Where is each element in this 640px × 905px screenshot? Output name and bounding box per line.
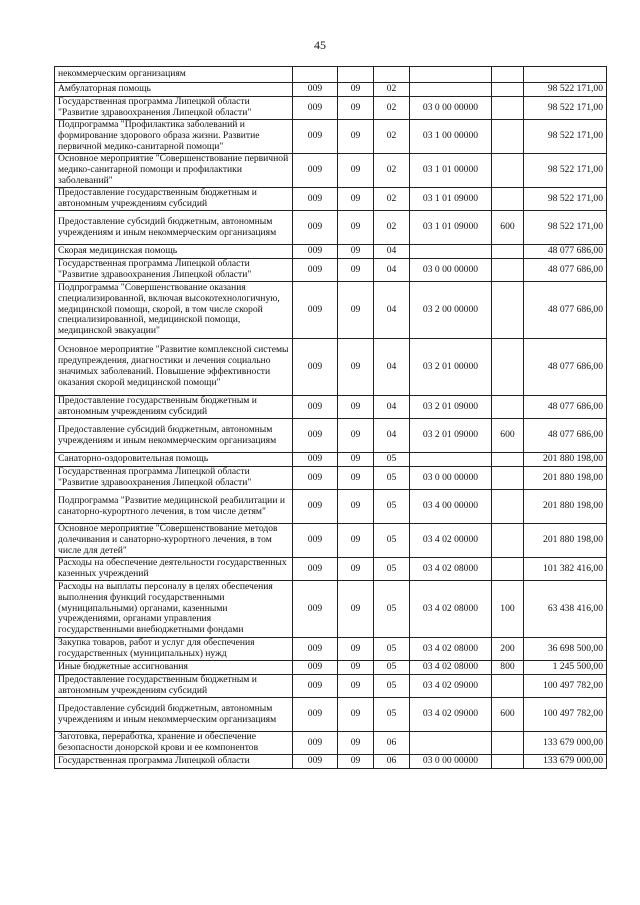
expense-type-code-cell: 100 (492, 581, 524, 638)
ministry-code-cell: 009 (293, 83, 338, 97)
amount-cell: 48 077 686,00 (524, 419, 607, 453)
item-name-cell: Санаторно-оздоровительная помощь (55, 453, 293, 467)
expense-type-code-cell (492, 453, 524, 467)
subsection-code-cell: 04 (374, 245, 410, 259)
target-item-code-cell (410, 67, 492, 83)
table-row (55, 339, 607, 396)
item-name-cell: Государственная программа Липецкой области "Развитие здравоохранения Липецкой области" (55, 97, 293, 120)
subsection-code-cell: 04 (374, 259, 410, 282)
amount-cell: 133 679 000,00 (524, 755, 607, 769)
table-row (55, 661, 607, 675)
ministry-code-cell: 009 (293, 188, 338, 211)
section-code-cell: 09 (338, 83, 374, 97)
expense-type-code-cell (492, 120, 524, 154)
table-row (55, 524, 607, 558)
ministry-code-cell: 009 (293, 581, 338, 638)
amount-cell: 98 522 171,00 (524, 188, 607, 211)
item-name-cell: Предоставление государственным бюджетным и автономным учреждениям субсидий (55, 188, 293, 211)
subsection-code-cell: 02 (374, 188, 410, 211)
ministry-code-cell: 009 (293, 661, 338, 675)
expense-type-code-cell (492, 83, 524, 97)
target-item-code-cell: 03 2 00 00000 (410, 282, 492, 339)
target-item-code-cell: 03 0 00 00000 (410, 467, 492, 490)
target-item-code-cell: 03 2 01 09000 (410, 419, 492, 453)
table-row (55, 97, 607, 120)
amount-cell: 201 880 198,00 (524, 467, 607, 490)
target-item-code-cell: 03 1 01 00000 (410, 154, 492, 188)
table-row (55, 698, 607, 732)
expense-type-code-cell (492, 396, 524, 419)
expense-type-code-cell (492, 245, 524, 259)
ministry-code-cell: 009 (293, 755, 338, 769)
subsection-code-cell: 05 (374, 490, 410, 524)
subsection-code-cell: 02 (374, 211, 410, 245)
item-name-cell: Предоставление субсидий бюджетным, автономным учреждениям и иным некоммерческим организациям (55, 419, 293, 453)
subsection-code-cell: 05 (374, 698, 410, 732)
item-name-cell: Подпрограмма "Развитие медицинской реабилитации и санаторно-курортного лечения, в том числе детям" (55, 490, 293, 524)
item-name-cell: Закупка товаров, работ и услуг для обеспечения государственных (муниципальных) нужд (55, 638, 293, 661)
table-row (55, 67, 607, 83)
amount-cell: 1 245 500,00 (524, 661, 607, 675)
subsection-code-cell: 06 (374, 732, 410, 755)
item-name-cell: Амбулаторная помощь (55, 83, 293, 97)
table-row (55, 467, 607, 490)
subsection-code-cell: 04 (374, 339, 410, 396)
expense-type-code-cell (492, 524, 524, 558)
section-code-cell: 09 (338, 419, 374, 453)
target-item-code-cell (410, 83, 492, 97)
expense-type-code-cell (492, 467, 524, 490)
budget-table-body (55, 67, 607, 769)
ministry-code-cell: 009 (293, 524, 338, 558)
ministry-code-cell: 009 (293, 120, 338, 154)
amount-cell: 48 077 686,00 (524, 396, 607, 419)
table-row (55, 453, 607, 467)
table-row (55, 211, 607, 245)
amount-cell: 48 077 686,00 (524, 339, 607, 396)
section-code-cell: 09 (338, 558, 374, 581)
expense-type-code-cell: 600 (492, 698, 524, 732)
expense-type-code-cell (492, 188, 524, 211)
ministry-code-cell: 009 (293, 97, 338, 120)
table-row (55, 675, 607, 698)
table-row (55, 732, 607, 755)
expense-type-code-cell (492, 675, 524, 698)
expense-type-code-cell: 600 (492, 419, 524, 453)
item-name-cell: Государственная программа Липецкой области "Развитие здравоохранения Липецкой области" (55, 467, 293, 490)
target-item-code-cell (410, 732, 492, 755)
ministry-code-cell: 009 (293, 558, 338, 581)
subsection-code-cell: 05 (374, 661, 410, 675)
expense-type-code-cell: 200 (492, 638, 524, 661)
section-code-cell: 09 (338, 755, 374, 769)
ministry-code-cell: 009 (293, 211, 338, 245)
item-name-cell: Основное мероприятие "Совершенствование методов долечивания и санаторно-курортного лечения, в том числе для детей" (55, 524, 293, 558)
amount-cell: 36 698 500,00 (524, 638, 607, 661)
ministry-code-cell: 009 (293, 419, 338, 453)
amount-cell: 101 382 416,00 (524, 558, 607, 581)
expense-type-code-cell (492, 339, 524, 396)
subsection-code-cell: 02 (374, 97, 410, 120)
subsection-code-cell: 02 (374, 154, 410, 188)
ministry-code-cell: 009 (293, 245, 338, 259)
subsection-code-cell: 02 (374, 120, 410, 154)
item-name-cell: Скорая медицинская помощь (55, 245, 293, 259)
amount-cell: 100 497 782,00 (524, 698, 607, 732)
section-code-cell: 09 (338, 467, 374, 490)
table-row (55, 490, 607, 524)
ministry-code-cell: 009 (293, 638, 338, 661)
item-name-cell: Иные бюджетные ассигнования (55, 661, 293, 675)
subsection-code-cell: 05 (374, 638, 410, 661)
item-name-cell: некоммерческим организациям (55, 67, 293, 83)
section-code-cell: 09 (338, 698, 374, 732)
table-row (55, 558, 607, 581)
item-name-cell: Подпрограмма "Совершенствование оказания специализированной, включая высокотехнологичную, медицинской помощи, скорой, в том числе скорой специализированной, медицинской помощи, медицинской эвакуации" (55, 282, 293, 339)
budget-table (54, 66, 607, 769)
subsection-code-cell: 04 (374, 396, 410, 419)
item-name-cell: Государственная программа Липецкой области (55, 755, 293, 769)
subsection-code-cell (374, 67, 410, 83)
section-code-cell: 09 (338, 211, 374, 245)
ministry-code-cell: 009 (293, 490, 338, 524)
item-name-cell: Предоставление государственным бюджетным и автономным учреждениям субсидий (55, 396, 293, 419)
subsection-code-cell: 05 (374, 467, 410, 490)
section-code-cell: 09 (338, 339, 374, 396)
amount-cell: 201 880 198,00 (524, 453, 607, 467)
section-code-cell: 09 (338, 661, 374, 675)
section-code-cell: 09 (338, 675, 374, 698)
target-item-code-cell: 03 4 02 08000 (410, 581, 492, 638)
section-code-cell: 09 (338, 259, 374, 282)
item-name-cell: Расходы на выплаты персоналу в целях обеспечения выполнения функций государственными (муниципальными) органами, казенными учреждениями, органами управления государственными внебюджетными фондами (55, 581, 293, 638)
subsection-code-cell: 04 (374, 419, 410, 453)
item-name-cell: Предоставление государственным бюджетным и автономным учреждениям субсидий (55, 675, 293, 698)
target-item-code-cell: 03 4 02 09000 (410, 698, 492, 732)
table-row (55, 245, 607, 259)
subsection-code-cell: 05 (374, 524, 410, 558)
expense-type-code-cell (492, 67, 524, 83)
target-item-code-cell: 03 0 00 00000 (410, 259, 492, 282)
item-name-cell: Государственная программа Липецкой области "Развитие здравоохранения Липецкой области" (55, 259, 293, 282)
table-row (55, 396, 607, 419)
amount-cell: 98 522 171,00 (524, 211, 607, 245)
expense-type-code-cell (492, 282, 524, 339)
table-row (55, 419, 607, 453)
expense-type-code-cell (492, 154, 524, 188)
expense-type-code-cell: 600 (492, 211, 524, 245)
target-item-code-cell (410, 245, 492, 259)
ministry-code-cell: 009 (293, 339, 338, 396)
expense-type-code-cell (492, 259, 524, 282)
section-code-cell: 09 (338, 453, 374, 467)
amount-cell: 48 077 686,00 (524, 259, 607, 282)
table-row (55, 581, 607, 638)
subsection-code-cell: 02 (374, 83, 410, 97)
ministry-code-cell: 009 (293, 467, 338, 490)
amount-cell: 98 522 171,00 (524, 97, 607, 120)
item-name-cell: Основное мероприятие "Совершенствование первичной медико-санитарной помощи и профилактики заболеваний" (55, 154, 293, 188)
expense-type-code-cell (492, 558, 524, 581)
amount-cell (524, 67, 607, 83)
section-code-cell: 09 (338, 97, 374, 120)
section-code-cell: 09 (338, 154, 374, 188)
target-item-code-cell: 03 4 02 00000 (410, 524, 492, 558)
amount-cell: 100 497 782,00 (524, 675, 607, 698)
target-item-code-cell: 03 2 01 00000 (410, 339, 492, 396)
table-row (55, 755, 607, 769)
subsection-code-cell: 04 (374, 282, 410, 339)
ministry-code-cell (293, 67, 338, 83)
target-item-code-cell (410, 453, 492, 467)
section-code-cell: 09 (338, 188, 374, 211)
amount-cell: 133 679 000,00 (524, 732, 607, 755)
target-item-code-cell: 03 0 00 00000 (410, 755, 492, 769)
amount-cell: 63 438 416,00 (524, 581, 607, 638)
table-row (55, 638, 607, 661)
section-code-cell: 09 (338, 732, 374, 755)
expense-type-code-cell (492, 755, 524, 769)
section-code-cell: 09 (338, 638, 374, 661)
amount-cell: 98 522 171,00 (524, 120, 607, 154)
section-code-cell: 09 (338, 524, 374, 558)
expense-type-code-cell (492, 732, 524, 755)
section-code-cell: 09 (338, 245, 374, 259)
expense-type-code-cell: 800 (492, 661, 524, 675)
target-item-code-cell: 03 4 02 08000 (410, 558, 492, 581)
subsection-code-cell: 05 (374, 675, 410, 698)
expense-type-code-cell (492, 490, 524, 524)
table-row (55, 259, 607, 282)
target-item-code-cell: 03 1 00 00000 (410, 120, 492, 154)
amount-cell: 98 522 171,00 (524, 154, 607, 188)
table-row (55, 188, 607, 211)
target-item-code-cell: 03 4 02 08000 (410, 661, 492, 675)
ministry-code-cell: 009 (293, 154, 338, 188)
item-name-cell: Расходы на обеспечение деятельности государственных казенных учреждений (55, 558, 293, 581)
target-item-code-cell: 03 1 01 09000 (410, 211, 492, 245)
amount-cell: 48 077 686,00 (524, 245, 607, 259)
target-item-code-cell: 03 4 00 00000 (410, 490, 492, 524)
target-item-code-cell: 03 4 02 09000 (410, 675, 492, 698)
table-row (55, 282, 607, 339)
amount-cell: 48 077 686,00 (524, 282, 607, 339)
section-code-cell: 09 (338, 396, 374, 419)
section-code-cell: 09 (338, 581, 374, 638)
table-row (55, 83, 607, 97)
amount-cell: 201 880 198,00 (524, 490, 607, 524)
ministry-code-cell: 009 (293, 675, 338, 698)
item-name-cell: Подпрограмма "Профилактика заболеваний и формирование здорового образа жизни. Развитие первичной медико-санитарной помощи" (55, 120, 293, 154)
ministry-code-cell: 009 (293, 453, 338, 467)
subsection-code-cell: 05 (374, 558, 410, 581)
page-number: 45 (314, 38, 326, 52)
ministry-code-cell: 009 (293, 282, 338, 339)
ministry-code-cell: 009 (293, 698, 338, 732)
subsection-code-cell: 06 (374, 755, 410, 769)
item-name-cell: Заготовка, переработка, хранение и обеспечение безопасности донорской крови и ее компонентов (55, 732, 293, 755)
table-row (55, 154, 607, 188)
item-name-cell: Основное мероприятие "Развитие комплексной системы предупреждения, диагностики и лечения социально значимых заболеваний. Повышение эффективности оказания скорой медицинской помощи" (55, 339, 293, 396)
ministry-code-cell: 009 (293, 732, 338, 755)
subsection-code-cell: 05 (374, 453, 410, 467)
subsection-code-cell: 05 (374, 581, 410, 638)
item-name-cell: Предоставление субсидий бюджетным, автономным учреждениям и иным некоммерческим организациям (55, 211, 293, 245)
table-row (55, 120, 607, 154)
amount-cell: 98 522 171,00 (524, 83, 607, 97)
target-item-code-cell: 03 4 02 08000 (410, 638, 492, 661)
item-name-cell: Предоставление субсидий бюджетным, автономным учреждениям и иным некоммерческим организациям (55, 698, 293, 732)
expense-type-code-cell (492, 97, 524, 120)
ministry-code-cell: 009 (293, 259, 338, 282)
section-code-cell: 09 (338, 120, 374, 154)
target-item-code-cell: 03 2 01 09000 (410, 396, 492, 419)
target-item-code-cell: 03 0 00 00000 (410, 97, 492, 120)
section-code-cell: 09 (338, 490, 374, 524)
section-code-cell: 09 (338, 282, 374, 339)
section-code-cell (338, 67, 374, 83)
amount-cell: 201 880 198,00 (524, 524, 607, 558)
target-item-code-cell: 03 1 01 09000 (410, 188, 492, 211)
ministry-code-cell: 009 (293, 396, 338, 419)
